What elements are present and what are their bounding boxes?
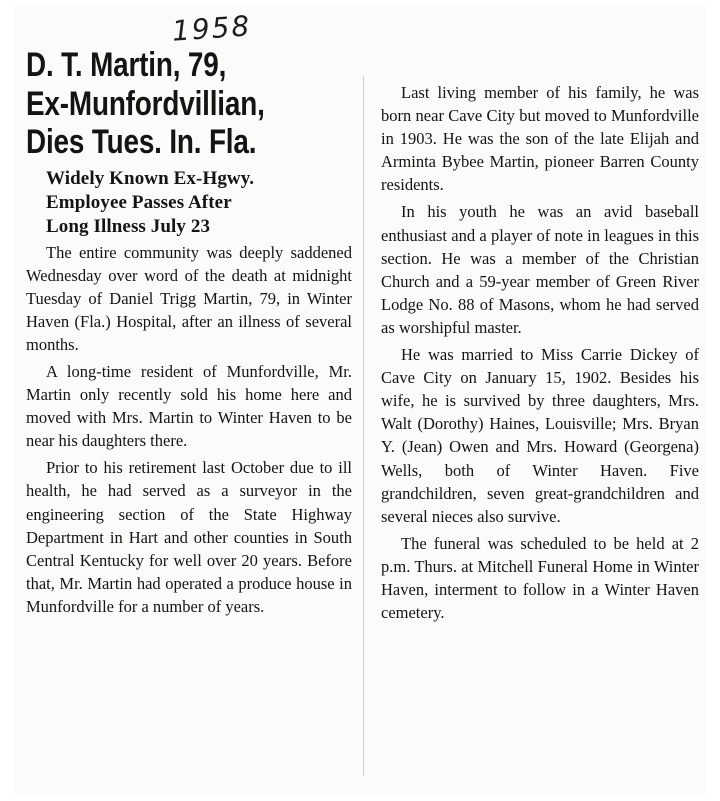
- subheadline-line-1: Widely Known Ex-Hgwy.: [46, 167, 255, 189]
- subheadline-line-3: Long Illness July 23: [46, 215, 211, 237]
- headline: [26, 46, 338, 162]
- headline-line-3: Dies Tues. In. Fla.: [26, 123, 257, 161]
- subheadline-line-2: Employee Passes After: [46, 191, 232, 213]
- paragraph: The entire community was deeply saddened Wednesday over word of the death at midnight Tuesday of Daniel Trigg Martin, 79, in Winter Haven (Fla.) Hospital, after an illness of several months.: [26, 242, 352, 354]
- paragraph: A long-time resident of Munfordville, Mr. Martin only recently sold his home here and moved with Mrs. Martin to Winter Haven to be near his daughters there.: [26, 361, 352, 451]
- headline-line-2: Ex-Munfordvillian,: [26, 84, 265, 123]
- paragraph: Last living member of his family, he was born near Cave City but moved to Munfordville in 1903. He was the son of the late Elijah and Arminta Bybee Martin, pioneer Barren County residents.: [381, 83, 699, 195]
- subheadline: [46, 167, 352, 239]
- paragraph: The funeral was scheduled to be held at 2 p.m. Thurs. at Mitchell Funeral Home in Winter Haven, interment to follow in a Winter Haven cemetery.: [381, 533, 699, 623]
- headline-line-1: D. T. Martin, 79,: [26, 46, 227, 84]
- right-column: [381, 81, 699, 628]
- paragraph: He was married to Miss Carrie Dickey of Cave City on January 15, 1902. Besides his wife, he is survived by three daughters, Mrs. Walt (Dorothy) Haines, Louisville; Mrs. Bryan Y. (Jean) Owen and Mrs. Howard (Georgena) Wells, both of Winter Haven. Five grandchildren, seven great-grandchildren and several nieces also survive.: [381, 345, 699, 526]
- handwritten-date: 1958: [170, 9, 253, 48]
- column-divider: [363, 76, 364, 776]
- paragraph: In his youth he was an avid baseball enthusiast and a player of note in leagues in this section. He was a member of the Christian Church and a 59-year member of Green River Lodge No. 88 of Masons, whom he had served as worshipful master.: [381, 202, 699, 337]
- left-column: [26, 46, 352, 622]
- paragraph: Prior to his retirement last October due to ill health, he had served as a surveyor in the engineering section of the State Highway Department in Hart and other counties in South Central Kentucky for well over 20 years. Before that, Mr. Martin had operated a produce house in Munfordville for a number of years.: [26, 458, 352, 616]
